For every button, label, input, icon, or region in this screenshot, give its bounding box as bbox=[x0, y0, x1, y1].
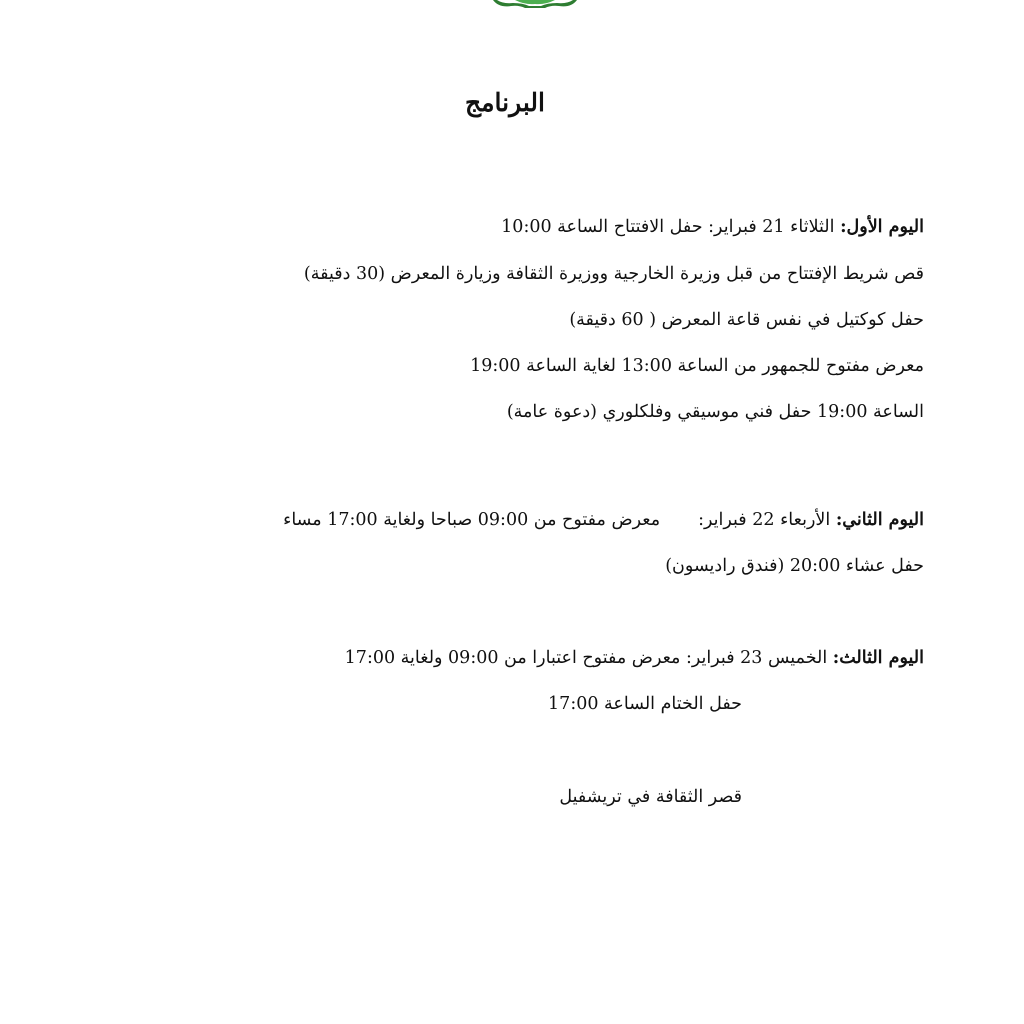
day1-label: اليوم الأول: bbox=[840, 217, 924, 237]
day1-item-ribbon: قص شريط الإفتتاح من قبل وزيرة الخارجية ووزيرة الثقافة وزيارة المعرض (30 دقيقة) bbox=[303, 264, 924, 284]
day1-header-text: الثلاثاء 21 فبراير: حفل الافتتاح الساعة 10:00 bbox=[501, 217, 835, 237]
state-emblem-icon bbox=[485, 0, 585, 8]
venue: قصر الثقافة في تريشفيل bbox=[559, 787, 742, 807]
day2-header-text: معرض مفتوح من 09:00 صباحا ولغاية 17:00 مساء bbox=[283, 510, 661, 530]
day1-header bbox=[501, 215, 924, 239]
day3-header-text: الخميس 23 فبراير: معرض مفتوح اعتبارا من 09:00 ولغاية 17:00 bbox=[344, 648, 828, 668]
day1-item-exhibition: معرض مفتوح للجمهور من الساعة 13:00 لغاية الساعة 19:00 bbox=[470, 356, 924, 376]
day2-item-dinner: حفل عشاء 20:00 (فندق راديسون) bbox=[665, 556, 924, 576]
day1-item-concert: الساعة 19:00 حفل فني موسيقي وفلكلوري (دعوة عامة) bbox=[506, 402, 924, 422]
day2-date: الأربعاء 22 فبراير: bbox=[698, 510, 831, 530]
day2-label: اليوم الثاني: bbox=[835, 510, 924, 530]
day3-label: اليوم الثالث: bbox=[832, 648, 924, 668]
day2-header bbox=[283, 508, 924, 532]
day3-closing: حفل الختام الساعة 17:00 bbox=[548, 694, 742, 714]
day1-item-cocktail: حفل كوكتيل في نفس قاعة المعرض ( 60 دقيقة) bbox=[569, 310, 924, 330]
day3-header bbox=[345, 646, 924, 670]
page-title: البرنامج bbox=[464, 88, 545, 117]
